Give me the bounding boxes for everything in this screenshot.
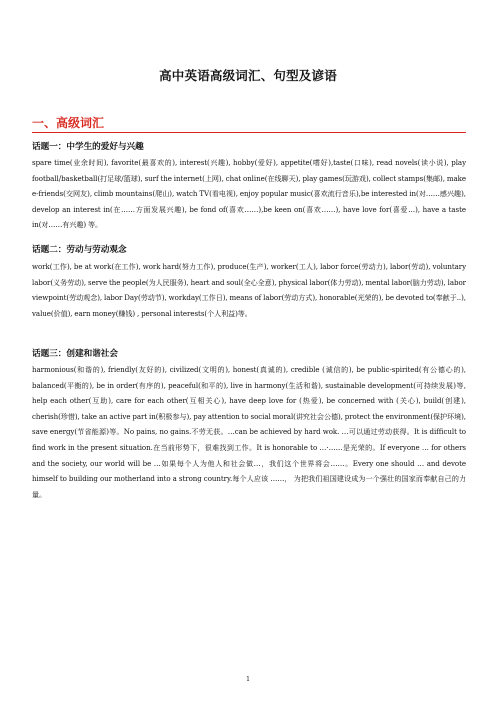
section-divider [32, 132, 466, 133]
topic-heading-3: 话题三：创建和谐社会 [32, 349, 118, 359]
topic-paragraph-3: harmonious(和谐的), friendly(友好的), civilized(文明的), honest(真诚的), credible (诚信的), be public-spirited(有公德心的), balanced(平衡的), be in order(有序的), peaceful(和平的), live in harmony(生活和谐), sustainable development(可持续发展)等, help each other(互助), care for each other(互相关心), have deep love for (热爱), be concerned with (关心), build(创建), cherish(珍惜), take an active part in(积极参与), pay attention to social moral(讲究社会公德), protect the environment(保护环境), save energy(节省能源)等。No pains, no gains.不劳无获。…can be achieved by hard wok. …可以通过劳动获得。It is difficult to find work in the present situation.在当前形势下，很难找到工作。It is honorable to …·……是光荣的。If everyone … for others and the society, our world will be …如果每个人为他人和社会做…，我们这个世界将会……。Every one should … and devote himself to building our motherland into a strong country.每个人应该 ……， 为把我们祖国建设成为一个强壮的国家而奉献自己的力量。 [32, 365, 466, 499]
topic-paragraph-1: spare time(业余时间), favorite(最喜欢的), interest(兴趣), hobby(爱好), appetite(嗜好),taste(口味), read novels(读小说), play football/basketball(打足球/篮球), surf the internet(上网), chat online(在线聊天), play games(玩游戏), collect stamps(集邮), make e-friends(交网友), climb mountains(爬山), watch TV(看电视), enjoy popular music(喜欢流行音乐),be interested in(对……感兴趣), develop an interest in(在……方面发展兴趣), be fond of(喜欢……),be keen on(喜欢……), have love for(喜爱…), have a taste in(对……有兴趣) 等。 [32, 158, 466, 230]
document-title: 高中英语高级词汇、句型及谚语 [159, 68, 337, 83]
topic-heading-2: 话题二：劳动与劳动观念 [32, 245, 127, 255]
topic-paragraph-2: work(工作), be at work(在工作), work hard(努力工作), produce(生产), worker(工人), labor force(劳动力), labor(劳动), voluntary labor(义务劳动), serve the people(为人民服务), heart and soul(全心全意), physical labor(体力劳动), mental labor(脑力劳动), labor viewpoint(劳动观念), labor Day(劳动节), workday(工作日), means of labor(劳动方式), honorable(光荣的), be devoted to(奉献于..), value(价值), earn money(赚钱) , personal interests(个人利益)等。 [32, 262, 466, 318]
page-number: 1 [246, 676, 250, 683]
topic-heading-1: 话题一：中学生的爱好与兴趣 [32, 142, 144, 152]
section-heading: 一、高级词汇 [32, 116, 105, 130]
